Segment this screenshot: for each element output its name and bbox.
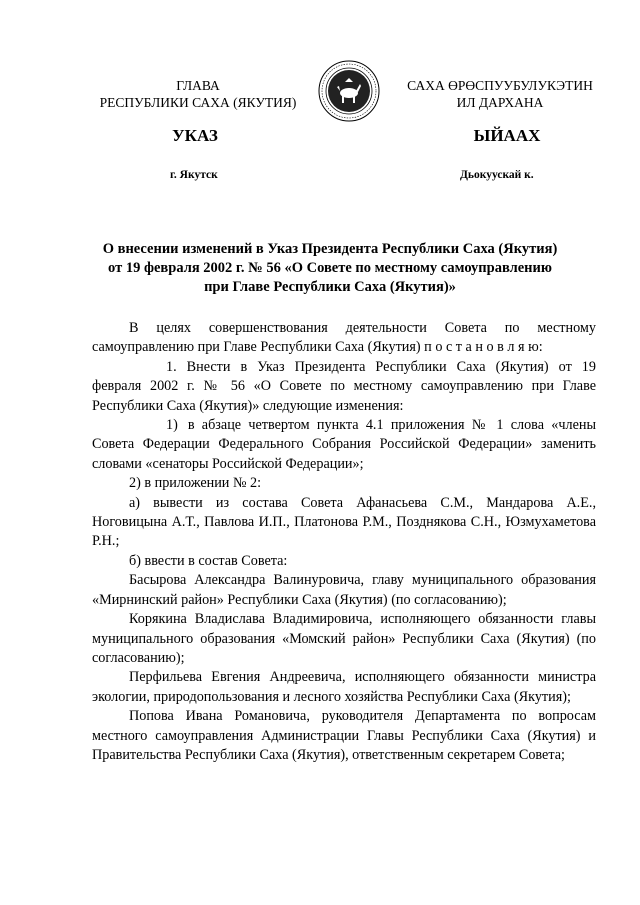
- place-of-issue: г. Якутск: [170, 169, 218, 181]
- paragraph-item-1: [92, 358, 596, 416]
- header-left: [88, 77, 308, 111]
- paragraph-member: Корякина Владислава Владимировича, исполняющего обязанности главы муниципального образования «Момский район» Республики Саха (Якутия) (по согласованию);: [92, 611, 596, 666]
- subject-line: от 19 февраля 2002 г. № 56 «О Совете по местному самоуправлению: [108, 260, 552, 276]
- paragraph-member: Попова Ивана Романовича, руководителя Департамента по вопросам местного самоуправления Администрации Главы Республики Саха (Якутия) и Правительства Республики Саха (Якутия), ответственным секретарем Совета;: [92, 708, 596, 763]
- header-right-line2: ИЛ ДАРХАНА: [456, 95, 544, 110]
- subject-line: О внесении изменений в Указ Президента Республики Саха (Якутия): [102, 241, 558, 257]
- coat-of-arms-icon: [318, 60, 380, 122]
- header-left-line1: ГЛАВА: [176, 78, 220, 93]
- paragraph-text: Внести в Указ Президента Республики Саха (Якутия) от 19 февраля 2002 г. № 56 «О Совете по местному самоуправлению при Главе Республики Саха (Якутия)» следующие изменения:: [92, 358, 596, 414]
- item-number: 1.: [166, 358, 177, 375]
- header-right: [400, 77, 600, 111]
- document-subject: [70, 240, 590, 297]
- subject-line: при Главе Республики Саха (Якутия)»: [204, 279, 456, 295]
- paragraph-subitem-2: 2) в приложении № 2:: [129, 475, 262, 492]
- document-type-title: УКАЗ: [172, 126, 218, 145]
- paragraph-member: Басырова Александра Валинуровича, главу муниципального образования «Мирнинский район» Республики Саха (Якутия) (по согласованию);: [92, 572, 596, 608]
- paragraph-member: Перфильева Евгения Андреевича, исполняющего обязанности министра экологии, природопользования и лесного хозяйства Республики Саха (Якутия);: [92, 669, 596, 705]
- paragraph-text: в абзаце четвертом пункта 4.1 приложения № 1 слова «члены Совета Федерации Федерального Собрания Российской Федерации» заменить словами «сенаторы Российской Федерации»;: [92, 417, 596, 472]
- document-body: [92, 319, 596, 765]
- paragraph-add-members: б) ввести в состав Совета:: [129, 552, 288, 569]
- document-type-title-yakut: ЫЙААХ: [473, 126, 541, 145]
- header-right-line1: САХА ӨРӨСПУУБУЛУКЭТИН: [407, 78, 593, 93]
- paragraph-preamble: В целях совершенствования деятельности Совета по местному самоуправлению при Главе Республики Саха (Якутия) п о с т а н о в л я ю:: [92, 320, 596, 356]
- item-number: 1): [166, 417, 178, 434]
- paragraph-subitem-1: [92, 416, 596, 474]
- place-of-issue-yakut: Дьокуускай к.: [460, 169, 534, 181]
- paragraph-remove-members: а) вывести из состава Совета Афанасьева С.М., Мандарова А.Е., Ноговицына А.Т., Павлова И.П., Платонова Р.М., Позднякова С.Н., Юзмухаметова Р.Н.;: [92, 494, 596, 550]
- header-left-line2: РЕСПУБЛИКИ САХА (ЯКУТИЯ): [99, 95, 297, 110]
